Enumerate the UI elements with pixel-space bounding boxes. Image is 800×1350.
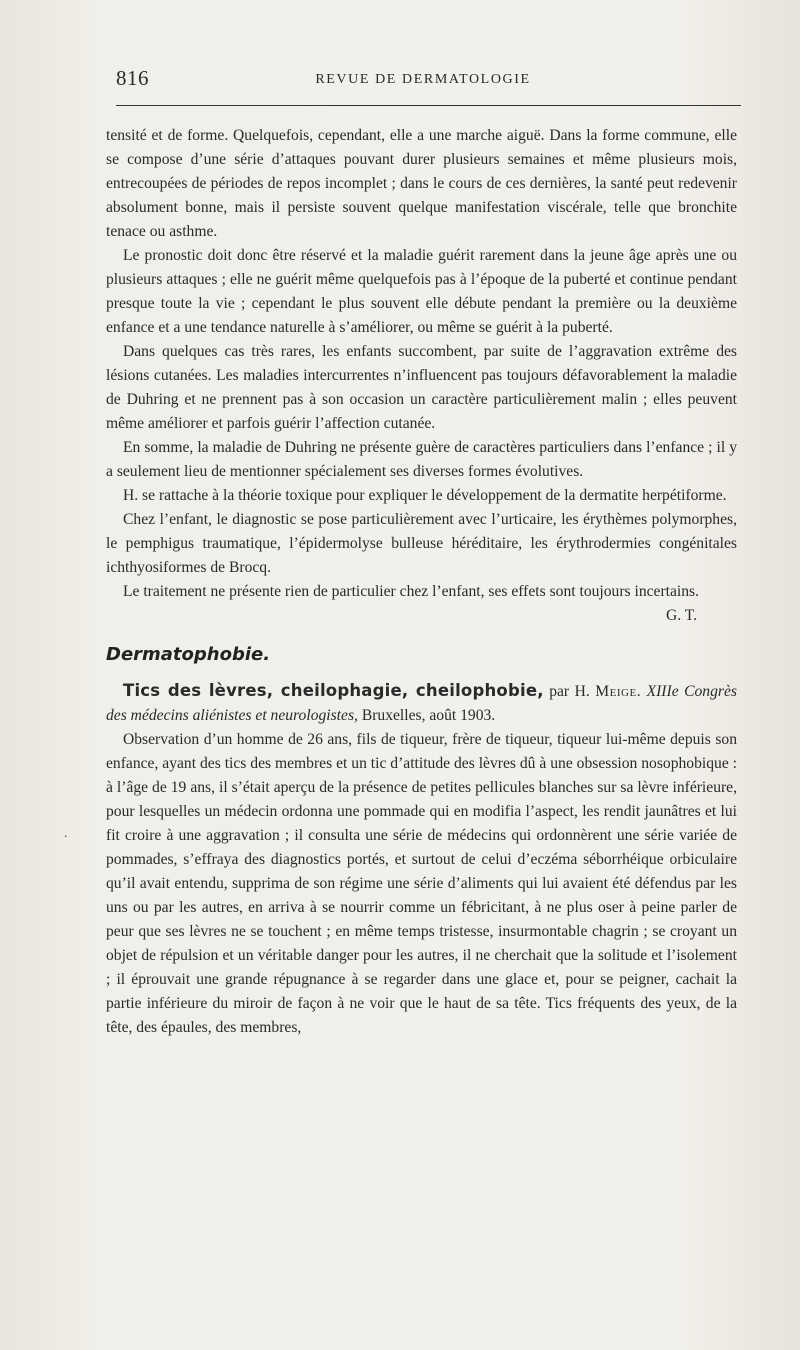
article-body: Observation d’un homme de 26 ans, fils de tiqueur, frère de tiqueur, tiqueur lui-même depuis son enfance, ayant des tics des membres et un tic d’attitude des lèvres dû à une obsession nosophobique : à l’âge de 19 ans, il s’était aperçu de la présence de petites pellicules blanches sur sa lèvre inférieure, pour lesquelles un médecin ordonna une pommade qui en modifia l’aspect, les rendit jaunâtres et lui fit croire à une aggravation ; il consulta une série de médecins qui ordonnèrent une série variée de pommades, s’effraya des diagnostics portés, et surtout de celui d’eczéma séborrhéique orbiculaire qu’il avait entendu, supprima de son régime une série d’aliments qui lui avaient été défendus par les uns ou par les autres, en arriva à se nourrir comme un fébricitant, à ne plus oser à peine parler de peur que ses lèvres ne se touchent ; en même temps tristesse, insurmontable chagrin ; se croyant un objet de répulsion et un véritable danger pour les autres, il ne cherchait que la solitude et l’isolement ; il éprouvait une grande répugnance à se regarder dans une glace et, pour se peigner, cachait la partie inférieure du miroir de façon à ne voir que le haut de sa tête. Tics fréquents des yeux, de la tête, des épaules, des membres, <box>106 731 737 1036</box>
paragraph: Dans quelques cas très rares, les enfants succombent, par suite de l’aggravation extrême des lésions cutanées. Les maladies intercurrentes n’influencent pas toujours défavorablement la maladie de Duhring et ne prennent pas à son occasion un caractère particulièrement malin ; elles peuvent même améliorer et parfois guérir l’affection cutanée. <box>106 343 737 432</box>
running-title: REVUE DE DERMATOLOGIE <box>315 72 531 87</box>
congress-name: XIIIe Congrès des médecins aliénistes et neurologistes, <box>106 683 737 724</box>
paragraph: Le pronostic doit donc être réservé et la maladie guérit rarement dans la jeune âge après une ou plusieurs attaques ; elle ne guérit même quelquefois pas à l’époque de la puberté et continue pendant presque toute la vie ; cependant le plus souvent elle débute pendant la première ou la deuxième enfance et a une tendance naturelle à s’améliorer, ou même se guérit à la puberté. <box>106 247 737 336</box>
closing-text: Le traitement ne présente rien de particulier chez l’enfant, ses effets sont toujours incertains. <box>123 583 700 600</box>
author-name: Meige. <box>595 683 642 700</box>
closing-paragraph <box>106 580 737 604</box>
section-heading: Dermatophobie. <box>106 644 271 665</box>
page-header <box>108 66 738 100</box>
paragraph: H. se rattache à la théorie toxique pour expliquer le développement de la dermatite herpétiforme. <box>123 487 727 504</box>
article-by: par <box>549 683 570 700</box>
paragraph: tensité et de forme. Quelquefois, cependant, elle a une marche aiguë. Dans la forme commune, elle se compose d’une série d’attaques pouvant durer plusieurs semaines et même plusieurs mois, entrecoupées de périodes de repos incomplet ; dans le cours de ces dernières, la santé peut redevenir absolument bonne, mais il persiste souvent quelque manifestation viscérale, telle que bronchite tenace ou asthme. <box>106 127 737 240</box>
signature-line <box>106 604 737 628</box>
article-citation <box>106 679 737 728</box>
place-date: Bruxelles, août 1903. <box>361 707 496 724</box>
author-initial: H. <box>574 683 590 700</box>
paragraph: En somme, la maladie de Duhring ne présente guère de caractères particuliers dans l’enfance ; il y a seulement lieu de mentionner spécialement ses diverses formes évolutives. <box>106 439 737 480</box>
margin-dot: . <box>64 826 68 841</box>
page-number: 816 <box>116 66 149 90</box>
header-rule <box>116 105 741 106</box>
body-text <box>106 124 737 1040</box>
article-title: Tics des lèvres, cheilophagie, cheilophobie, <box>123 681 544 700</box>
paragraph: Chez l’enfant, le diagnostic se pose particulièrement avec l’urticaire, les érythèmes polymorphes, le pemphigus traumatique, l’épidermolyse bulleuse héréditaire, les érythrodermies congénitales ichthyosiformes de Brocq. <box>106 511 737 576</box>
signature: G. T. <box>665 607 697 624</box>
